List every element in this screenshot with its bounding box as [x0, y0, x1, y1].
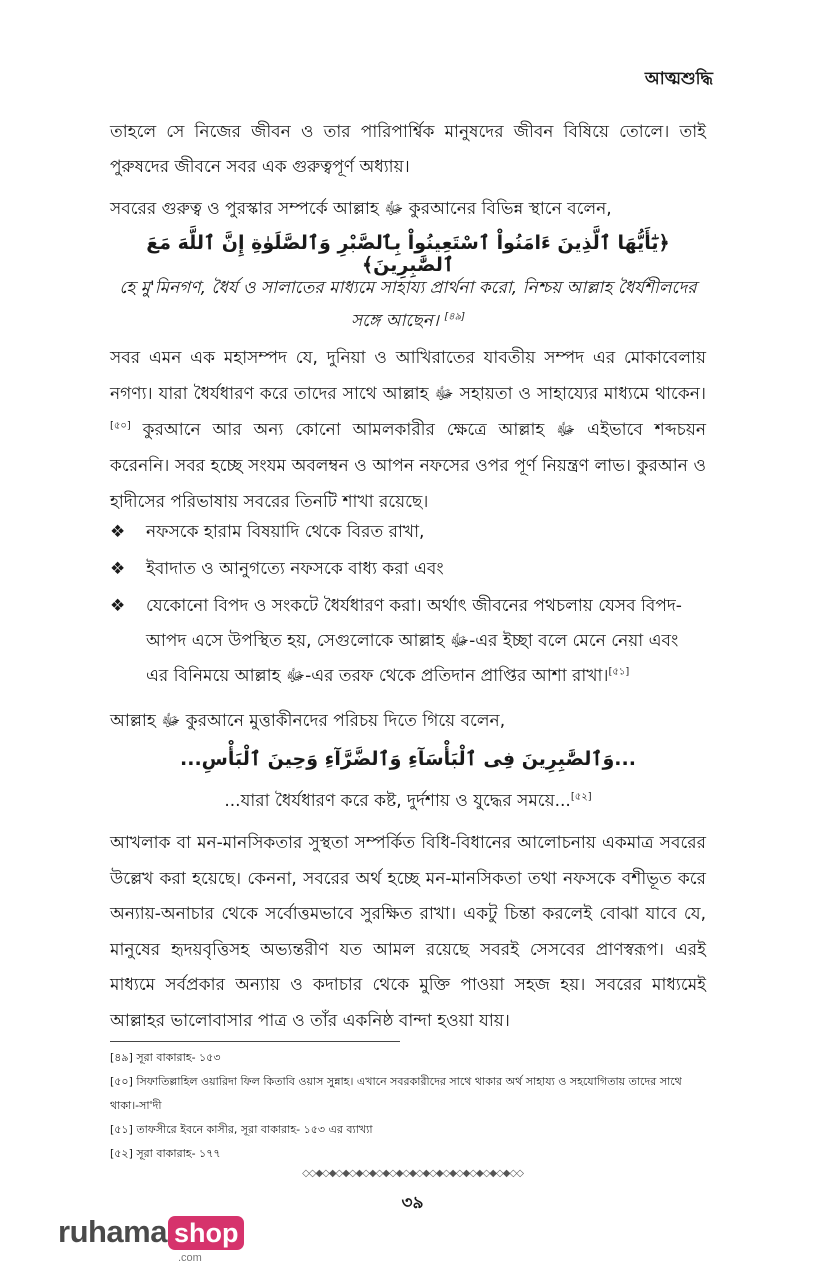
footnote-51: [৫১] তাফসীরে ইবনে কাসীর, সূরা বাকারাহ- ১৫৩ এর ব্যাখ্যা	[110, 1123, 373, 1136]
paragraph-3-part-a: সবর এমন এক মহাসম্পদ যে, দুনিয়া ও আখিরাতের যাবতীয় সম্পদ এর মোকাবেলায় নগণ্য। যারা ধৈর্যধারণ করে তাদের সাথে আল্লাহ ﷻ সহায়তা ও সাহায্যের মাধ্যমে থাকেন।	[110, 348, 706, 404]
list-item-text: নফসকে হারাম বিষয়াদি থেকে বিরত রাখা,	[146, 522, 425, 542]
paragraph-4: আল্লাহ ﷻ কুরআনে মুত্তাকীনদের পরিচয় দিতে গিয়ে বলেন,	[110, 711, 506, 731]
footnote-ref-50[interactable]: [৫০]	[110, 420, 131, 432]
quran-verse-1: ﴿يَٰٓأَيُّهَا ٱلَّذِينَ ءَامَنُواْ ٱسْتَعِينُواْ بِٱلصَّبْرِ وَٱلصَّلَوٰةِ إِنَّ ٱللَّهَ مَعَ ٱلصَّٰبِرِينَ﴾	[146, 232, 670, 276]
footnote-ref-49[interactable]: [৪৯]	[444, 311, 466, 323]
sabr-branches-list	[110, 515, 706, 696]
verse-2-translation-text: ...যারা ধৈর্যধারণ করে কষ্ট, দুর্দশায় ও যুদ্ধের সময়ে...	[224, 791, 571, 811]
paragraph-3	[110, 340, 706, 520]
footnote-divider	[110, 1041, 400, 1042]
list-item-text: যেকোনো বিপদ ও সংকটে ধৈর্যধারণ করা। অর্থাৎ জীবনের পথচলায় যেসব বিপদ-আপদ এসে উপস্থিত হয়, সেগুলোকে আল্লাহ ﷻ-এর ইচ্ছা বলে মেনে নেয়া এবং এর বিনিময়ে আল্লাহ ﷻ-এর তরফ থেকে প্রতিদান প্রাপ্তির আশা রাখা।	[146, 596, 682, 686]
paragraph-5: আখলাক বা মন-মানসিকতার সুস্থতা সম্পর্কিত বিধি-বিধানের আলোচনায় একমাত্র সবরের উল্লেখ করা হয়েছে। কেননা, সবরের অর্থ হচ্ছে মন-মানসিকতা তথা নফসকে বশীভূত করে অন্যায়-অনাচার থেকে সর্বোত্তমভাবে সুরক্ষিত রাখা। একটু চিন্তা করলেই বোঝা যাবে যে, মানুষের হৃদয়বৃত্তিসহ অভ্যন্তরীণ যত আমল রয়েছে সবরই সেসবের প্রাণস্বরূপ। এরই মাধ্যমে সর্বপ্রকার অন্যায় ও কদাচার থেকে মুক্তি পাওয়া সহজ হয়। সবরের মাধ্যমেই আল্লাহর ভালোবাসার পাত্র ও তাঁর একনিষ্ঠ বান্দা হওয়া যায়।	[110, 833, 706, 1031]
list-item	[110, 515, 706, 550]
footnote-49: [৪৯] সূরা বাকারাহ- ১৫৩	[110, 1051, 221, 1064]
verse-2-translation	[110, 785, 706, 818]
diamond-bullet-icon: ❖	[110, 522, 126, 542]
logo-text-com: .com	[178, 1252, 202, 1264]
footnotes	[110, 1046, 706, 1166]
diamond-bullet-icon: ❖	[110, 559, 126, 579]
ruhamashop-logo	[58, 1214, 244, 1264]
list-item	[110, 589, 706, 694]
footnote-50: [৫০] সিফাতিল্লাহিল ওয়ারিদা ফিল কিতাবি ওয়াস সুন্নাহ। এখানে সবরকারীদের সাথে থাকার অর্থ সাহায্য ও সহযোগিতায় তাদের সাথে থাকা।-সা'দী	[110, 1075, 682, 1112]
diamond-bullet-icon: ❖	[110, 596, 126, 616]
list-item	[110, 552, 706, 587]
quran-verse-2: ...وَٱلصَّٰبِرِينَ فِى ٱلْبَأْسَآءِ وَٱلضَّرَّآءِ وَحِينَ ٱلْبَأْسِ...	[180, 748, 636, 770]
footnote-52: [৫২] সূরা বাকারাহ- ১৭৭	[110, 1147, 221, 1160]
logo-text-ruhama: ruhama	[58, 1214, 167, 1249]
verse-1-translation-text: হে মু'মিনগণ, ধৈর্য ও সালাতের মাধ্যমে সাহায্য প্রার্থনা করো, নিশ্চয় আল্লাহ ধৈর্যশীলদের সঙ্গে আছেন।	[119, 278, 697, 331]
logo-text-shop: shop	[168, 1216, 245, 1250]
paragraph-3-part-b: কুরআনে আর অন্য কোনো আমলকারীর ক্ষেত্রে আল্লাহ ﷻ এইভাবে শব্দচয়ন করেননি। সবর হচ্ছে সংযম অবলম্বন ও আপন নফসের ওপর পূর্ণ নিয়ন্ত্রণ লাভ। কুরআন ও হাদীসের পরিভাষায় সবরের তিনটি শাখা রয়েছে।	[110, 420, 706, 512]
verse-1-translation	[110, 272, 706, 338]
list-item-text: ইবাদাত ও আনুগত্যে নফসকে বাধ্য করা এবং	[146, 559, 444, 579]
paragraph-1: তাহলে সে নিজের জীবন ও তার পারিপার্শ্বিক মানুষদের জীবন বিষিয়ে তোলে। তাই পুরুষদের জীবনে সবর এক গুরুত্বপূর্ণ অধ্যায়।	[110, 122, 706, 177]
ornamental-divider: ◇◇◆◇◆◇◆◇◆◇◆◇◆◇◆◇◆◇◆◇◆◇◆◇◆◇◆◇◆◇◆◇◇	[302, 1168, 523, 1179]
running-header: আত্মশুদ্ধি	[644, 69, 713, 89]
footnote-ref-52[interactable]: [৫২]	[570, 791, 592, 803]
paragraph-2: সবরের গুরুত্ব ও পুরস্কার সম্পর্কে আল্লাহ ﷻ কুরআনের বিভিন্ন স্থানে বলেন,	[110, 199, 612, 219]
page-number: ৩৯	[401, 1193, 424, 1213]
footnote-ref-51[interactable]: [৫১]	[608, 666, 630, 678]
